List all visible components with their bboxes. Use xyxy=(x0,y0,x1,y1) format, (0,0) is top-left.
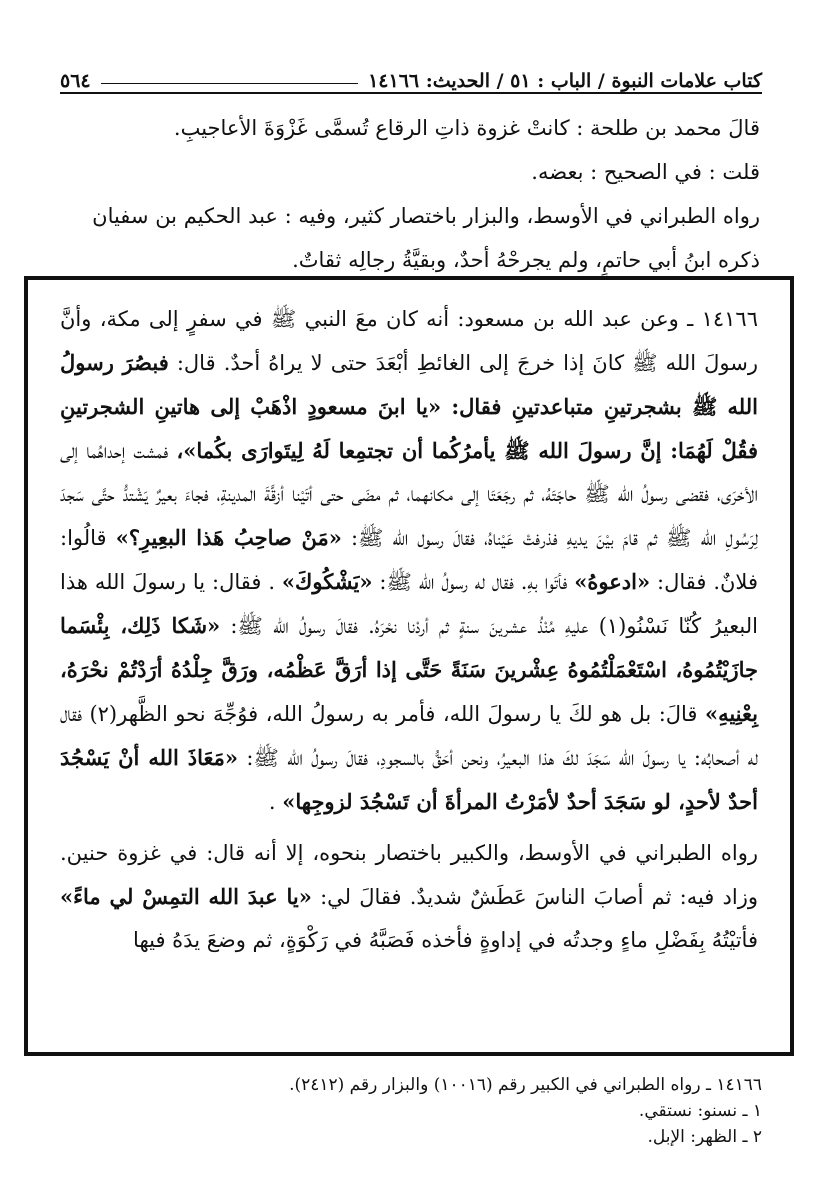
header-rule xyxy=(101,83,358,84)
hadith-narrative: فمشت إحداهُما إلى الأخرَى، فقضى رسولُ الله ﷺ حاجَتَهُ، ثم رجَعَتَا إلى مكانهما، ثم مضَى حتى أتَيْنا أزقَّةَ المدينةِ، فجاءَ بعيرٌ يَشْتدُّ حتَّى سَجدَ لِرَسُولِ الله ﷺ ثم قامَ بيْنَ يديهِ فذرفتْ عَيْناهُ، فقالَ رسول الله ﷺ: xyxy=(60,439,758,550)
source-continuation: فأتيْتُهُ بِفَضْلِ ماءٍ وجدتُه في إداوةٍ فأخذه فَصَبَّهُ في رَكْوَةٍ، ثم وضعَ يدَهُ فيها xyxy=(133,928,758,952)
top-line-4: ذكره ابنُ أبي حاتمٍ، ولم يجرحْهُ أحدٌ، وبقيَّةُ رجالِه ثقاتٌ. xyxy=(292,248,760,272)
footnotes xyxy=(60,1072,762,1150)
hadith-end-dot: . xyxy=(268,790,276,814)
footnote-1: ١ ـ نسنو: نستقي. xyxy=(638,1101,762,1121)
page-number: ٥٦٤ xyxy=(60,70,91,92)
header-title: كتاب علامات النبوة / الباب : ٥١ / الحديث: ١٤١٦٦ xyxy=(368,70,762,92)
footnote-2: ٢ ـ الظهر: الإبل. xyxy=(647,1127,762,1147)
source-text: رواه الطبراني في الأوسط، والكبير باختصار بنحوه، إلا أنه قال: في غزوة حنين. وزاد فيه: ثم أصابَ الناسَ عَطَشٌ شديدٌ. فقالَ لي: xyxy=(60,841,758,909)
hadith-quote-camel: «شَكا ذَلِك، بِئْسَما جازَيْتُمُوهُ، اسْتَعْمَلْتُمُوهُ عِشْرينَ سَنَةً حَتَّى إذا أرَقَّ عَظْمُه، ورَقَّ جِلْدُهُ أرَدْتُمْ نحْرَهُ، بِعْنِيهِ» xyxy=(60,613,758,726)
source-quote-water: «يا عبدَ الله التمِسْ لي ماءً» xyxy=(60,884,312,909)
hadith-source xyxy=(60,832,758,962)
highlight-frame xyxy=(24,276,794,1056)
top-paragraph xyxy=(60,106,760,282)
hadith-quote-complains: «يَشْكُوكَ» xyxy=(281,569,373,594)
hadith-quote-call: «ادعوهُ» xyxy=(574,569,651,594)
running-header xyxy=(60,58,762,94)
top-line-2: قلت : في الصحيح : بعضه. xyxy=(531,160,760,184)
hadith-text xyxy=(60,298,758,962)
hadith-quote-trees: فبصُرَ رسولُ الله ﷺ بشجرتينِ متباعدتينِ فقال: «يا ابنَ مسعودٍ اذْهَبْ إلى هاتينِ الشجرتينِ فقُلْ لَهُمَا: إنَّ رسولَ الله ﷺ يأمرُكُما أن تجتمِعا لَهُ لِيتَوارَى بكُما»، xyxy=(60,350,759,463)
hadith-brought: فأتَوا بهِ. فقال له رسولُ الله ﷺ: xyxy=(379,570,568,594)
top-line-3: رواه الطبراني في الأوسط، والبزار باختصار كثير، وفيه : عبد الحكيم بن سفيان xyxy=(92,204,760,228)
footnote-reference: ١٤١٦٦ ـ رواه الطبراني في الكبير رقم (١٠٠١٦) والبزار رقم (٢٤١٢). xyxy=(289,1075,762,1095)
hadith-quote-prostration: «مَعَاذَ الله أنْ يَسْجُدَ أحدٌ لأحدٍ، لو سَجَدَ أحدٌ لأمَرْتُ المرأةَ أن تَسْجُدَ لزوجِها» xyxy=(60,745,758,814)
hadith-owner-speech: . فقال: يا رسولَ الله هذا البعيرُ كُنّا نَسْنُو(١) عليهِ مُنْذُ عشرينَ سنةٍ ثم أردْنا نحْرَهُ. فقالَ رسولُ الله ﷺ: xyxy=(60,570,758,638)
top-line-1: قالَ محمد بن طلحة : كانتْ غزوة ذاتِ الرقاع تُسمَّى غَزْوَةَ الأعاجيبِ. xyxy=(173,116,760,140)
hadith-reply: قالُوا: فلانٌ. فقال: xyxy=(60,526,758,594)
hadith-quote-owner: «مَنْ صاحِبُ هَذا البعِيرِ؟» xyxy=(115,525,342,550)
hadith-companions: قالَ: بل هو لكَ يا رسولَ الله، فأمر به رسولُ الله، فوُجِّهَ نحو الظَّهر(٢) فقال له أصحابُه: يا رسولَ الله سَجَدَ لكَ هذا البعيرُ، ونحن أحَقُّ بالسجودِ، فقالَ رسولُ الله ﷺ: xyxy=(60,702,759,770)
hadith-intro: ١٤١٦٦ ـ وعن عبد الله بن مسعود: أنه كان معَ النبي ﷺ في سفرٍ إلى مكة، وأنَّ رسولَ الله ﷺ كانَ إذا خرجَ إلى الغائطِ أبْعَدَ حتى لا يراهُ أحدٌ. قال: xyxy=(60,307,759,375)
